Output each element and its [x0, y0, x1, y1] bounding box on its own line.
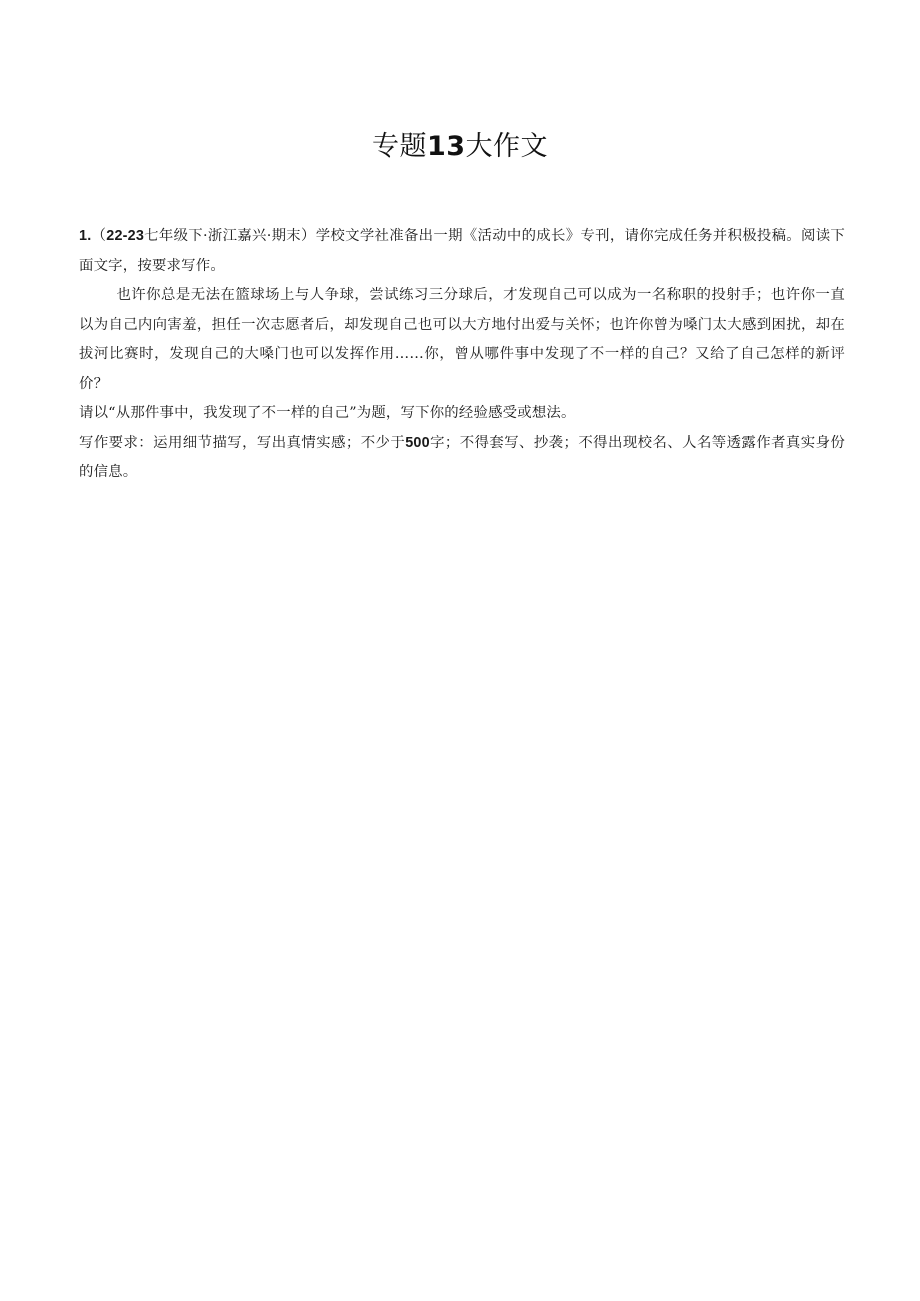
title-prefix: 专题	[371, 131, 427, 162]
page-title	[0, 124, 920, 163]
question-number: 1.	[79, 228, 92, 244]
requirements-after: 字；不得套写、抄袭；不得出现校名、人名等透露作者真实身份的信息。	[79, 434, 845, 480]
question-intro	[79, 222, 845, 281]
source-open: （	[91, 228, 107, 244]
writing-requirements	[79, 429, 845, 488]
title-number: 13	[426, 131, 466, 162]
passage-paragraph: 也许你总是无法在篮球场上与人争球，尝试练习三分球后，才发现自己可以成为一名称职的投射手；也许你一直以为自己内向害羞，担任一次志愿者后，却发现自己也可以大方地付出爱与关怀；也许你曾为嗓门太大感到困扰，却在拔河比赛时，发现自己的大嗓门也可以发挥作用……你，曾从哪件事中发现了不一样的自己？又给了自己怎样的新评价？	[79, 287, 845, 392]
intro-text: 学校文学社准备出一期《活动中的成长》专刊，请你完成任务并积极投稿。阅读下面文字，按要求写作。	[79, 228, 846, 274]
question-block	[79, 222, 845, 488]
writing-prompt: 请以“从那件事中，我发现了不一样的自己”为题，写下你的经验感受或想法。	[79, 405, 576, 421]
requirements-word-count: 500	[405, 434, 430, 451]
source-year: 22-23	[106, 228, 145, 244]
requirements-before: 写作要求：运用细节描写，写出真情实感；不少于	[79, 434, 406, 451]
source-text: 七年级下·浙江嘉兴·期末）	[144, 228, 316, 244]
title-suffix: 大作文	[465, 131, 549, 162]
